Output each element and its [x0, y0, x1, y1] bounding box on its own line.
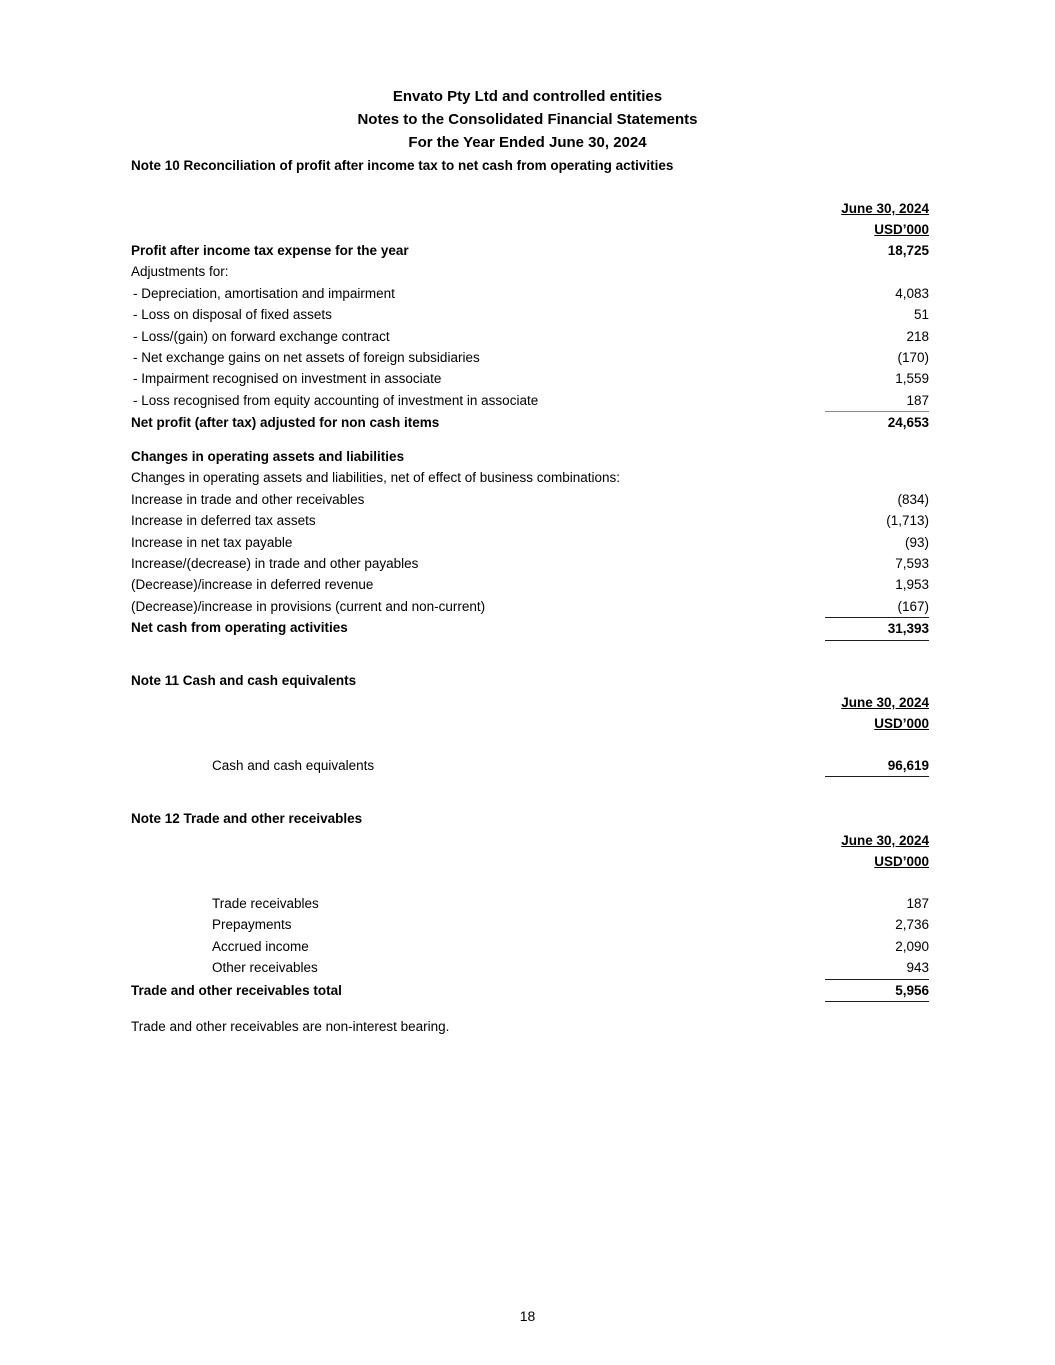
note12-table [131, 893, 929, 1002]
table-row: - Net exchange gains on net assets of foreign subsidiaries (170) [133, 350, 929, 366]
table-row: Increase in deferred tax assets (1,713) [131, 513, 929, 529]
table-row: Other receivables 943 [131, 957, 929, 979]
note10-table-part2 [131, 446, 929, 641]
table-row: - Depreciation, amortisation and impairment 4,083 [133, 285, 929, 301]
page-number: 18 [519, 1308, 536, 1324]
note11-column-header [131, 692, 929, 735]
table-row: Increase in net tax payable (93) [131, 534, 929, 550]
table-row-total: Trade and other receivables total 5,956 [131, 980, 929, 1002]
document-title: Notes to the Consolidated Financial Statements [357, 111, 698, 128]
note10-table-part1 [131, 240, 929, 434]
table-row: Trade receivables 187 [212, 896, 929, 911]
note10-column-header [131, 198, 929, 241]
table-row: Adjustments for: [131, 264, 229, 280]
note12-title: Note 12 Trade and other receivables [131, 811, 363, 826]
table-row: - Impairment recognised on investment in associate 1,559 [133, 371, 929, 387]
table-row: (Decrease)/increase in provisions (current and non-current) (167) [131, 598, 929, 614]
table-row: - Loss/(gain) on forward exchange contract 218 [133, 328, 929, 344]
note10-title: Note 10 Reconciliation of profit after income tax to net cash from operating activities [131, 158, 674, 173]
note12-unit-header: USD’000 [874, 854, 929, 870]
table-row: Increase/(decrease) in trade and other payables 7,593 [131, 556, 929, 572]
note12-footnote: Trade and other receivables are non-interest bearing. [131, 1019, 450, 1034]
note12-date-header: June 30, 2024 [841, 833, 929, 848]
document-header [0, 85, 1055, 154]
table-row: Changes in operating assets and liabilities [131, 449, 405, 464]
table-row: - Loss recognised from equity accounting of investment in associate 187 [131, 390, 929, 412]
note11-date-header: June 30, 2024 [841, 695, 929, 710]
table-row: Changes in operating assets and liabilities, net of effect of business combinations: [131, 470, 621, 486]
note11-unit-header: USD’000 [874, 716, 929, 732]
period-title: For the Year Ended June 30, 2024 [408, 134, 647, 151]
note10-unit-header: USD’000 [874, 222, 929, 238]
company-name: Envato Pty Ltd and controlled entities [392, 88, 663, 105]
table-row-subtotal: Net profit (after tax) adjusted for non cash items 24,653 [131, 415, 929, 431]
table-row-total: Net cash from operating activities 31,393 [131, 617, 929, 640]
table-row: Accrued income 2,090 [212, 938, 929, 954]
note12-column-header [131, 830, 929, 873]
table-row: (Decrease)/increase in deferred revenue 1,953 [131, 577, 929, 593]
table-row: Prepayments 2,736 [212, 917, 929, 933]
note10-date-header: June 30, 2024 [841, 201, 929, 216]
table-row: - Loss on disposal of fixed assets 51 [133, 307, 929, 323]
table-row: Cash and cash equivalents 96,619 [131, 755, 929, 777]
table-row: Profit after income tax expense for the year 18,725 [131, 243, 929, 258]
note11-table [131, 755, 929, 777]
note11-title: Note 11 Cash and cash equivalents [131, 673, 357, 688]
table-row: Increase in trade and other receivables (834) [131, 491, 929, 507]
